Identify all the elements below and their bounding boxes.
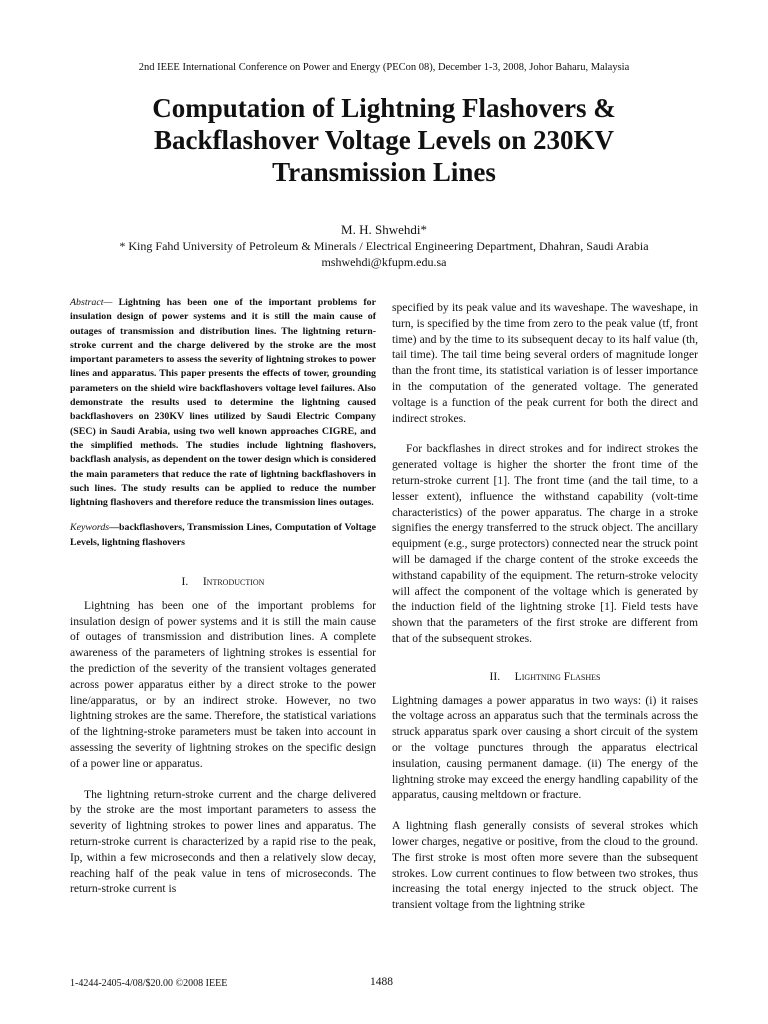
keywords-label: Keywords xyxy=(70,522,110,534)
left-column xyxy=(70,296,376,912)
section-heading-introduction xyxy=(70,574,376,590)
email: mshwehdi@kfupm.edu.sa xyxy=(321,255,447,269)
affiliation: * King Fahd University of Petroleum & Minerals / Electrical Engineering Department, Dhahran, Saudi Arabia xyxy=(119,239,649,253)
author-block xyxy=(0,238,768,270)
conference-header: 2nd IEEE International Conference on Power and Energy (PECon 08), December 1-3, 2008, Johor Baharu, Malaysia xyxy=(138,62,630,73)
right-column xyxy=(392,300,698,928)
paragraph: A lightning flash generally consists of several strokes which lower charges, negative or positive, from the cloud to the ground. The first stroke is most often more severe than the subsequent strokes. Low current continues to flow between two strokes, thus increasing the total energy injected to the struck object. The transient voltage from the lightning strike xyxy=(392,819,698,912)
paragraph: Lightning has been one of the important problems for insulation design of power systems and it is still the main cause of outages of transmission and distribution lines. A complete awareness of the parameters of lightning strokes is essential for the prediction of the severity of the transient voltages generated across power apparatus either by a direct stroke to the power line/apparatus, or by an indirect stroke. However, no two lightning strokes are the same. Therefore, the statistical variations of the lightning-stroke parameters must be taken into account in assessing the severity of lightning strokes on the specific design of a power line or apparatus. xyxy=(70,598,376,770)
keywords xyxy=(70,521,376,550)
copyright-footer: 1-4244-2405-4/08/$20.00 ©2008 IEEE xyxy=(70,978,228,989)
paragraph: For backflashes in direct strokes and for indirect strokes the generated voltage is higher the shorter the front time of the return-stroke current [1]. The front time (and the tail time, to a lesser extent), influence the withstand capability (volt-time characteristics) of the power apparatus. The charge in a stroke signifies the energy transferred to the struck object. The ancillary equipment (e.g., surge protectors) connected near the struck point will be damaged if the charge content of the stroke exceeds the withstand capability of the equipment. The return-stroke velocity will affect the component of the voltage which is generated by the induction field of the lightning stroke [1]. Field tests have shown that the parameters of the first stroke are different from that of the subsequent strokes. xyxy=(392,442,698,645)
section-title: Introduction xyxy=(202,575,265,589)
paragraph: specified by its peak value and its waveshape. The waveshape, in turn, is specified by the time from zero to the peak value (tf, front time) and by the time to its subsequent decay to its half value (th, tail time). The tail time being several orders of magnitude longer than the front time, its statistical variation is of lesser importance in the computation of the generated voltage. The generated voltage is a function of the peak current for both the direct and indirect strokes. xyxy=(392,301,698,425)
author-name: M. H. Shwehdi* xyxy=(341,222,427,237)
section-number: II. xyxy=(489,669,501,683)
abstract xyxy=(70,296,376,510)
keywords-text: —backflashovers, Transmission Lines, Computation of Voltage Levels, lightning flashovers xyxy=(70,522,376,548)
section-title: Lightning Flashes xyxy=(514,669,601,683)
paragraph: Lightning damages a power apparatus in two ways: (i) it raises the voltage across an apparatus such that the terminals across the struck apparatus spark over causing a short circuit of the system or the voltage punctures through the apparatus electrical insulation, causing permanent damage. (ii) The energy of the lightning stroke may exceed the energy handling capability of the apparatus, causing meltdown or fracture. xyxy=(392,693,698,802)
paragraph: The lightning return-stroke current and the charge delivered by the stroke are the most important parameters to assess the severity of lightning strokes to power lines and apparatus. The return-stroke current is characterized by a rapid rise to the peak, Ip, within a few microseconds and then a relatively slow decay, reaching half of the peak value in tens of microseconds. The return-stroke current is xyxy=(70,787,376,896)
section-number: I. xyxy=(181,575,189,589)
abstract-text: Lightning has been one of the important problems for insulation design of power systems and it is still the main cause of outages of transmission and distribution lines. The lightning return-stroke current and the charge delivered by the stroke are the most important parameters to assess the severity of lightning strokes to power lines and apparatus. This paper presents the effects of tower, grounding parameters on the shield wire backflashovers voltage level failures. Also demonstrate the results used to determine the lightning caused backflashovers on 230KV lines utilized by Saudi Electric Company (SEC) in Saudi Arabia, using two well known approaches CIGRE, and the simplified methods. The studies include lightning flashovers, backflash analysis, as dependent on the tower design which is considered the main parameters that reduce the rate of lightning backflashovers in such lines. The study results can be applied to reduce the number lightning flashovers and therefore reduce the transmission lines outages. xyxy=(70,297,376,509)
abstract-label: Abstract— xyxy=(70,297,113,308)
paper-title: Computation of Lightning Flashovers & Backflashover Voltage Levels on 230KV Transmission Lines xyxy=(152,93,616,187)
page-number: 1488 xyxy=(370,976,393,988)
section-heading-lightning-flashes xyxy=(392,669,698,685)
